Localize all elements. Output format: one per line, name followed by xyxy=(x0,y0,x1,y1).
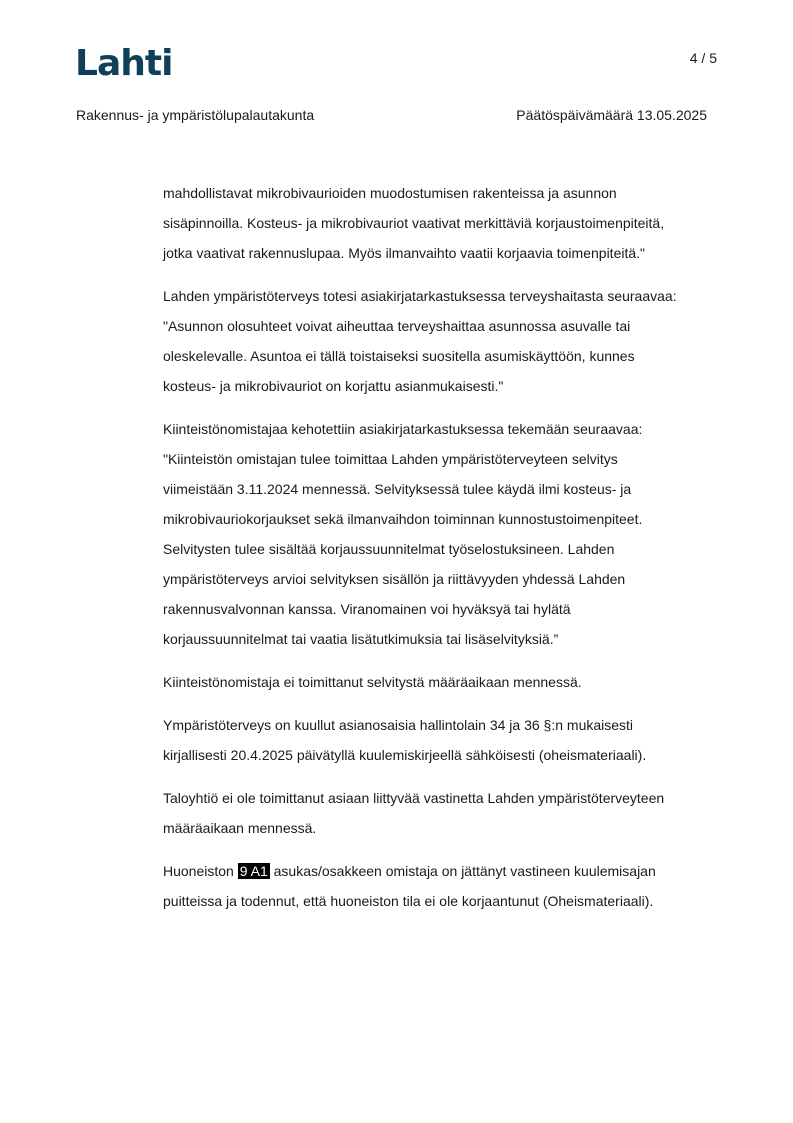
text-line: jotka vaativat rakennuslupaa. Myös ilmanvaihto vaatii korjaavia toimenpiteitä." xyxy=(163,245,645,261)
text-line: Kiinteistönomistaja ei toimittanut selvitystä määräaikaan mennessä. xyxy=(163,674,582,690)
text-line: Ympäristöterveys on kuullut asianosaisia hallintolain 34 ja 36 §:n mukaisesti xyxy=(163,717,634,733)
text-line: oleskelevalle. Asuntoa ei tällä toistaiseksi suositella asumiskäyttöön, kunnes xyxy=(163,348,635,364)
paragraph-1 xyxy=(163,178,723,268)
text-segment: Huoneiston xyxy=(163,863,238,879)
paragraph-5 xyxy=(163,710,723,770)
text-line: "Kiinteistön omistajan tulee toimittaa Lahden ympäristöterveyteen selvitys xyxy=(163,451,618,467)
redacted-apartment-number: 9 A1 xyxy=(239,863,268,879)
text-segment: asukas/osakkeen omistaja on jättänyt vastineen kuulemisajan xyxy=(269,863,656,879)
text-line: kirjallisesti 20.4.2025 päivätyllä kuulemiskirjeellä sähköisesti (oheismateriaali). xyxy=(163,747,647,763)
text-line: korjaussuunnitelmat tai vaatia lisätutkimuksia tai lisäselvityksiä.” xyxy=(163,631,559,647)
page-number: 4 / 5 xyxy=(689,50,717,66)
paragraph-4 xyxy=(163,667,723,697)
text-line: Selvitysten tulee sisältää korjaussuunnitelmat työselostuksineen. Lahden xyxy=(163,541,615,557)
text-line: mikrobivauriokorjaukset sekä ilmanvaihdon toiminnan kunnostustoimenpiteet. xyxy=(163,511,643,527)
paragraph-2 xyxy=(163,281,723,401)
paragraph-7 xyxy=(163,856,723,916)
paragraph-6 xyxy=(163,783,723,843)
decision-date: Päätöspäivämäärä 13.05.2025 xyxy=(516,107,707,123)
lahti-logo: Lahti xyxy=(75,43,173,84)
text-line: Taloyhtiö ei ole toimittanut asiaan liittyvää vastinetta Lahden ympäristöterveyteen xyxy=(163,790,665,806)
text-line: viimeistään 3.11.2024 mennessä. Selvityksessä tulee käydä ilmi kosteus- ja xyxy=(163,481,632,497)
text-line: kosteus- ja mikrobivauriot on korjattu asianmukaisesti." xyxy=(163,378,504,394)
document-body xyxy=(163,178,723,929)
text-line: rakennusvalvonnan kanssa. Viranomainen voi hyväksyä tai hylätä xyxy=(163,601,571,617)
text-line: puitteissa ja todennut, että huoneiston tila ei ole korjaantunut (Oheismateriaali). xyxy=(163,893,654,909)
text-line: määräaikaan mennessä. xyxy=(163,820,317,836)
text-line: "Asunnon olosuhteet voivat aiheuttaa terveyshaittaa asunnossa asuvalle tai xyxy=(163,318,631,334)
department-name: Rakennus- ja ympäristölupalautakunta xyxy=(76,107,315,123)
text-line: mahdollistavat mikrobivaurioiden muodostumisen rakenteissa ja asunnon xyxy=(163,185,617,201)
text-line: Lahden ympäristöterveys totesi asiakirjatarkastuksessa terveyshaitasta seuraavaa: xyxy=(163,288,677,304)
paragraph-3 xyxy=(163,414,723,654)
text-line: ympäristöterveys arvioi selvityksen sisällön ja riittävyyden yhdessä Lahden xyxy=(163,571,626,587)
text-line: Kiinteistönomistajaa kehotettiin asiakirjatarkastuksessa tekemään seuraavaa: xyxy=(163,421,643,437)
text-line: sisäpinnoilla. Kosteus- ja mikrobivauriot vaativat merkittäviä korjaustoimenpiteitä, xyxy=(163,215,665,231)
